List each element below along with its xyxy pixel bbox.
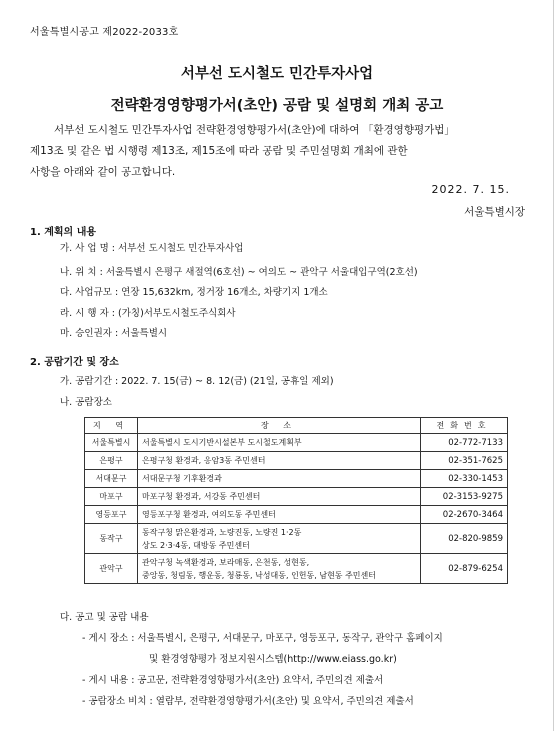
phone-cell: 02-330-1453	[421, 470, 508, 488]
plan-item: 다. 사업규모 : 연장 15,632km, 정거장 16개소, 차량기지 1개소	[60, 287, 328, 298]
area-cell: 서울특별시	[85, 434, 138, 452]
header-place: 장 소	[138, 418, 421, 434]
title-line2: 전략환경영향평가서(초안) 공람 및 설명회 개최 공고	[110, 98, 444, 114]
place-cell: 서대문구청 기후환경과	[138, 470, 421, 488]
header-area: 지 역	[85, 418, 138, 434]
place-cell-line: 상도 2·3·4동, 대방동 주민센터	[142, 540, 250, 550]
notice-date: 2022. 7. 15.	[431, 183, 510, 196]
phone-cell: 02-3153-9275	[421, 488, 508, 506]
table-row	[85, 506, 508, 524]
phone-cell: 02-351-7625	[421, 452, 508, 470]
notice-label: 다. 공고 및 공람 내용	[60, 612, 149, 623]
intro-line: 사항을 아래와 같이 공고합니다.	[30, 166, 176, 178]
place-docs: - 공람장소 비치 : 열람부, 전략환경영향평가서(초안) 및 요약서, 주민의견 제출서	[82, 696, 414, 707]
place-cell-line: 동작구청 맑은환경과, 노량진동, 노량진 1·2동	[142, 527, 302, 537]
place-cell-line: 관악구청 녹색환경과, 보라매동, 은천동, 성현동,	[142, 557, 310, 567]
issuer: 서울특별시장	[464, 206, 525, 218]
table-row	[85, 488, 508, 506]
place-cell	[138, 524, 421, 554]
section2-heading: 2. 공람기간 및 장소	[30, 357, 119, 368]
place-cell: 마포구청 환경과, 서강동 주민센터	[138, 488, 421, 506]
place-cell	[138, 554, 421, 584]
section1-heading: 1. 계획의 내용	[30, 227, 97, 238]
period-item: 가. 공람기간 : 2022. 7. 15(금) ~ 8. 12(금) (21일, 공휴일 제외)	[60, 376, 334, 387]
phone-cell: 02-772-7133	[421, 434, 508, 452]
post-place-line2: 및 환경영향평가 정보지원시스템(http://www.eiass.go.kr)	[149, 654, 397, 665]
table-row	[85, 470, 508, 488]
area-cell: 관악구	[85, 554, 138, 584]
place-table	[84, 417, 508, 584]
place-cell: 은평구청 환경과, 응암3동 주민센터	[138, 452, 421, 470]
plan-item: 라. 시 행 자 : (가칭)서부도시철도주식회사	[60, 308, 236, 319]
post-content: - 게시 내용 : 공고문, 전략환경영향평가서(초안) 요약서, 주민의견 제출서	[82, 675, 384, 686]
place-cell: 영등포구청 환경과, 여의도동 주민센터	[138, 506, 421, 524]
title-line1: 서부선 도시철도 민간투자사업	[180, 66, 374, 82]
phone-cell: 02-2670-3464	[421, 506, 508, 524]
place-cell-line: 중앙동, 청림동, 행운동, 청룡동, 낙성대동, 인헌동, 남현동 주민센터	[142, 570, 376, 580]
plan-item: 가. 사 업 명 : 서부선 도시철도 민간투자사업	[60, 243, 244, 254]
table-row	[85, 554, 508, 584]
place-label: 나. 공람장소	[60, 397, 112, 408]
place-cell: 서울특별시 도시기반시설본부 도시철도계획부	[138, 434, 421, 452]
table-row	[85, 524, 508, 554]
intro-paragraph	[30, 120, 508, 183]
header-phone: 전화번호	[421, 418, 508, 434]
table-row	[85, 434, 508, 452]
post-place-line1: - 게시 장소 : 서울특별시, 은평구, 서대문구, 마포구, 영등포구, 동작구, 관악구 홈페이지	[82, 633, 443, 644]
intro-line: 서부선 도시철도 민간투자사업 전략환경영향평가서(초안)에 대하여 「환경영향평가법」	[54, 124, 455, 136]
plan-item: 마. 승인권자 : 서울특별시	[60, 328, 168, 339]
area-cell: 마포구	[85, 488, 138, 506]
area-cell: 은평구	[85, 452, 138, 470]
phone-cell: 02-879-6254	[421, 554, 508, 584]
area-cell: 동작구	[85, 524, 138, 554]
table-row	[85, 452, 508, 470]
area-cell: 서대문구	[85, 470, 138, 488]
intro-line: 제13조 및 같은 법 시행령 제13조, 제15조에 따라 공람 및 주민설명회 개최에 관한	[30, 145, 408, 157]
table-header-row	[85, 418, 508, 434]
doc-number: 서울특별시공고 제2022-2033호	[30, 27, 179, 38]
area-cell: 영등포구	[85, 506, 138, 524]
plan-item: 나. 위 치 : 서울특별시 은평구 새절역(6호선) ~ 여의도 ~ 관악구 서울대입구역(2호선)	[60, 267, 418, 278]
phone-cell: 02-820-9859	[421, 524, 508, 554]
